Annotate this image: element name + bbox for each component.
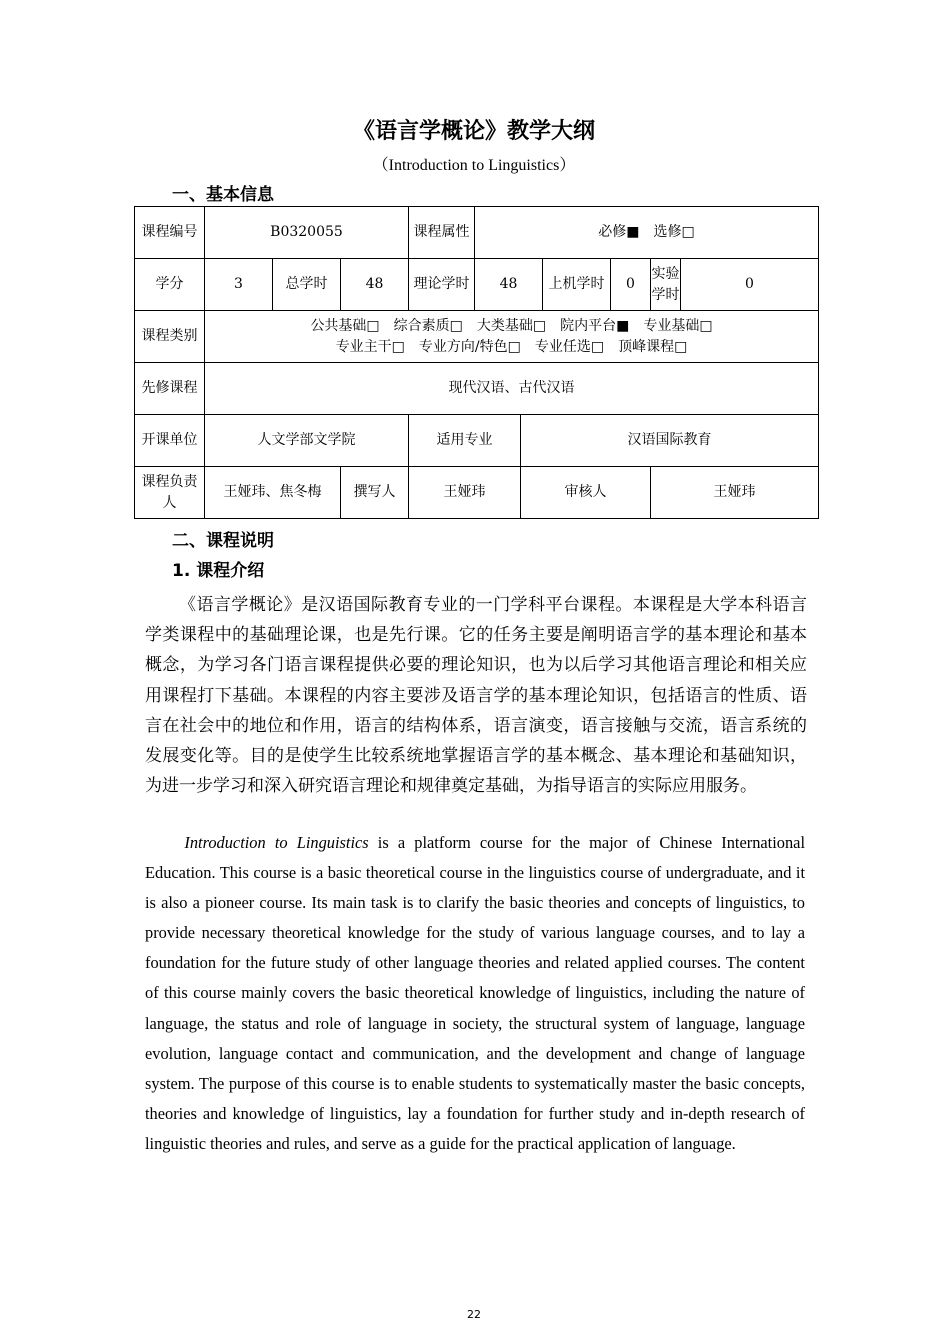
unit-label: 开课单位 — [135, 415, 205, 467]
unit-value: 人文学部文学院 — [205, 415, 409, 467]
prereq-label: 先修课程 — [135, 363, 205, 415]
total-hours-label: 总学时 — [273, 259, 341, 311]
reviewer-label: 审核人 — [521, 467, 651, 519]
theory-hours-label: 理论学时 — [409, 259, 475, 311]
leader-label: 课程负责人 — [135, 467, 205, 519]
computer-hours-label: 上机学时 — [543, 259, 611, 311]
document-title: 《语言学概论》教学大纲 — [352, 119, 595, 144]
document-subtitle: （Introduction to Linguistics） — [372, 157, 576, 174]
writer-label: 撰写人 — [341, 467, 409, 519]
course-attr-value: 必修■ 选修□ — [475, 207, 819, 259]
intro-english-body: is a platform course for the major of Chinese International Education. This course is a basic theoretical course in the linguistics course of undergraduate, and it is also a pioneer course. Its main task is to clarify the basic theories and concepts of linguistics, to provide necessary theoretical knowledge for the study of various language courses, and to lay a foundation for the future study of other language theories and related applied courses. The content of this course mainly covers the basic theoretical knowledge of linguistics, including the nature of language, the status and role of language in society, the structural system of language, language evolution, language contact and communication, and the development and change of language system. The purpose of this course is to enable students to systematically master the basic concepts, theories and knowledge of linguistics, lay a foundation for further study and in-depth research of linguistic theories and rules, and serve as a guide for the practical application of language. — [145, 833, 806, 1153]
table-row — [135, 259, 819, 311]
table-row — [135, 467, 819, 519]
reviewer-value: 王娅玮 — [651, 467, 819, 519]
table-row — [135, 363, 819, 415]
course-code-value: B0320055 — [205, 207, 409, 259]
writer-value: 王娅玮 — [409, 467, 521, 519]
lab-hours-value: 0 — [681, 259, 819, 311]
credit-label: 学分 — [135, 259, 205, 311]
page-number: 22 — [467, 1308, 481, 1321]
major-label: 适用专业 — [409, 415, 521, 467]
table-row — [135, 311, 819, 363]
course-code-label: 课程编号 — [135, 207, 205, 259]
leader-value: 王娅玮、焦冬梅 — [205, 467, 341, 519]
category-options-line1: 公共基础□ 综合素质□ 大类基础□ 院内平台■ 专业基础□ — [310, 317, 713, 334]
lab-hours-label: 实验学时 — [651, 259, 681, 311]
major-value: 汉语国际教育 — [521, 415, 819, 467]
intro-paragraph-chinese: 《语言学概论》是汉语国际教育专业的一门学科平台课程。本课程是大学本科语言学类课程中的基础理论课，也是先行课。它的任务主要是阐明语言学的基本理论和基本概念，为学习各门语言课程提供必要的理论知识，也为以后学习其他语言理论和相关应用课程打下基础。本课程的内容主要涉及语言学的基本理论知识，包括语言的性质、语言在社会中的地位和作用，语言的结构体系，语言演变，语言接触与交流，语言系统的发展变化等。目的是使学生比较系统地掌握语言学的基本概念、基本理论和基础知识，为进一步学习和深入研究语言理论和规律奠定基础，为指导语言的实际应用服务。 — [145, 595, 807, 797]
table-row — [135, 207, 819, 259]
section-course-description-heading: 二、课程说明 — [172, 531, 274, 551]
subsection-course-intro-heading: 1. 课程介绍 — [172, 561, 265, 581]
intro-paragraph-english — [145, 828, 805, 1159]
theory-hours-value: 48 — [475, 259, 543, 311]
course-attr-label: 课程属性 — [409, 207, 475, 259]
course-title-italic: Introduction to Linguistics — [184, 833, 369, 852]
section-basic-info-heading: 一、基本信息 — [172, 185, 274, 205]
basic-info-table — [134, 206, 819, 519]
prereq-value: 现代汉语、古代汉语 — [205, 363, 819, 415]
category-options — [205, 311, 819, 363]
credit-value: 3 — [205, 259, 273, 311]
category-label: 课程类别 — [135, 311, 205, 363]
category-options-line2: 专业主干□ 专业方向/特色□ 专业任选□ 顶峰课程□ — [335, 338, 688, 355]
computer-hours-value: 0 — [611, 259, 651, 311]
table-row — [135, 415, 819, 467]
total-hours-value: 48 — [341, 259, 409, 311]
